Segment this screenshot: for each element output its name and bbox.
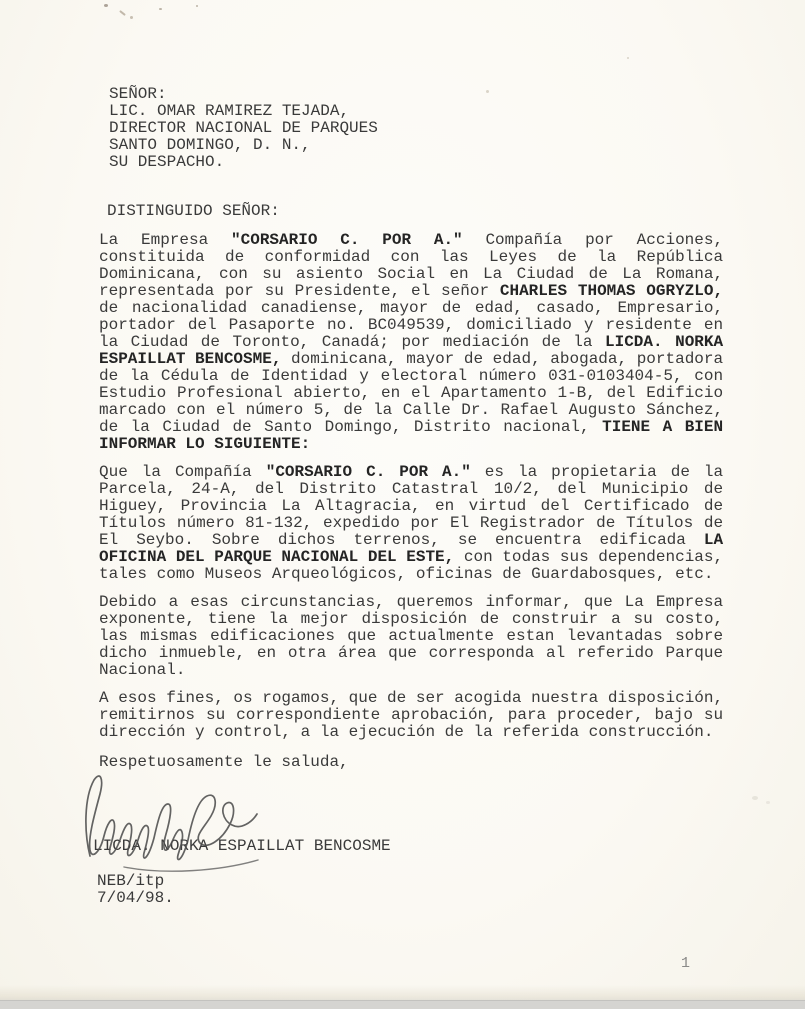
letter-date: 7/04/98. xyxy=(97,889,174,907)
text-segment: dominicana, mayor de edad, abogada, portadora de la Cédula de Identidad y electoral número 031-0103404-5, con Estudio Profesional abierto, en el Apartamento 1-B, del Edificio marcado con el número 5, de la Calle Dr. Rafael Augusto Sánchez, de la Ciudad de Santo Domingo, Distrito nacional, xyxy=(99,350,724,436)
reference-initials: NEB/itp xyxy=(97,872,165,890)
bold-park-office: LA OFICINA DEL PARQUE NACIONAL DEL ESTE, xyxy=(99,531,724,566)
scan-speck xyxy=(766,801,770,804)
bold-president-name: CHARLES THOMAS OGRYZLO, xyxy=(499,282,724,300)
page-number: 1 xyxy=(681,955,691,972)
closing-line: Respetuosamente le saluda, xyxy=(99,753,349,771)
paragraph-request xyxy=(99,690,723,741)
scan-speck xyxy=(196,5,198,7)
recipient-line: SEÑOR: xyxy=(109,85,167,103)
reference-block xyxy=(97,873,729,907)
text-segment: A esos fines, os rogamos, que de ser acogida nuestra disposición, remitirnos su correspondiente aprobación, para proceder, bajo su dirección y control, a la ejecución de la referida construcción. xyxy=(99,689,724,741)
paragraph-property xyxy=(99,464,723,583)
bold-informs-phrase: TIENE A BIEN INFORMAR LO SIGUIENTE: xyxy=(99,418,724,453)
signatory-name: LICDA. NORKA ESPAILLAT BENCOSME xyxy=(93,837,391,855)
recipient-line: DIRECTOR NACIONAL DE PARQUES xyxy=(109,119,378,137)
text-segment: Debido a esas circunstancias, queremos informar, que La Empresa exponente, tiene la mejor disposición de construir a su costo, las mismas edificaciones que actualmente estan levantadas sobre dicho inmueble, en otra área que corresponda al referido Parque Nacional. xyxy=(99,593,724,679)
text-segment: La Empresa xyxy=(99,231,232,249)
letter-body xyxy=(93,85,729,907)
bold-lawyer-name: LICDA. NORKA ESPAILLAT BENCOSME, xyxy=(99,333,724,368)
scan-speck xyxy=(159,8,162,10)
recipient-line: LIC. OMAR RAMIREZ TEJADA, xyxy=(109,102,350,120)
scanner-edge-band xyxy=(0,1000,805,1009)
text-segment: de nacionalidad canadiense, mayor de edad, casado, Empresario, portador del Pasaporte no. BC049539, domiciliado y residente en la Ciudad de Toronto, Canadá; por mediación de la xyxy=(99,299,724,351)
paragraph-proposal xyxy=(99,594,723,679)
recipient-address-block xyxy=(109,86,729,171)
bold-company-name: "CORSARIO C. POR A." xyxy=(231,231,463,249)
text-segment: Compañía por Acciones, constituida de conformidad con las Leyes de la República Dominicana, con su asiento Social en La Ciudad de La Romana, representada por su Presidente, el señor xyxy=(99,231,724,300)
recipient-line: SANTO DOMINGO, D. N., xyxy=(109,136,311,154)
scan-speck xyxy=(104,4,108,7)
scan-speck xyxy=(130,16,133,19)
scan-speck xyxy=(119,10,126,16)
paper-bottom-crease xyxy=(0,985,805,1000)
recipient-line: SU DESPACHO. xyxy=(109,153,225,171)
text-segment: es la propietaria de la Parcela, 24-A, del Distrito Catastral 10/2, del Municipio de Higuey, Provincia La Altagracia, en virtud del Certificado de Títulos número 81-132, expedido por El Registrador de Títulos de El Seybo. Sobre dichos terrenos, se encuentra edificada xyxy=(99,463,724,549)
salutation: DISTINGUIDO SEÑOR: xyxy=(107,202,280,220)
paragraphs-container xyxy=(99,232,729,741)
text-segment: Que la Compañía xyxy=(99,463,266,481)
scan-speck xyxy=(752,796,758,800)
bold-company-name: "CORSARIO C. POR A." xyxy=(265,463,471,481)
paragraph-company-intro xyxy=(99,232,723,453)
text-segment: con todas sus dependencias, tales como Museos Arqueológicos, oficinas de Guardabosques, etc. xyxy=(99,548,724,583)
scan-speck xyxy=(627,57,629,59)
